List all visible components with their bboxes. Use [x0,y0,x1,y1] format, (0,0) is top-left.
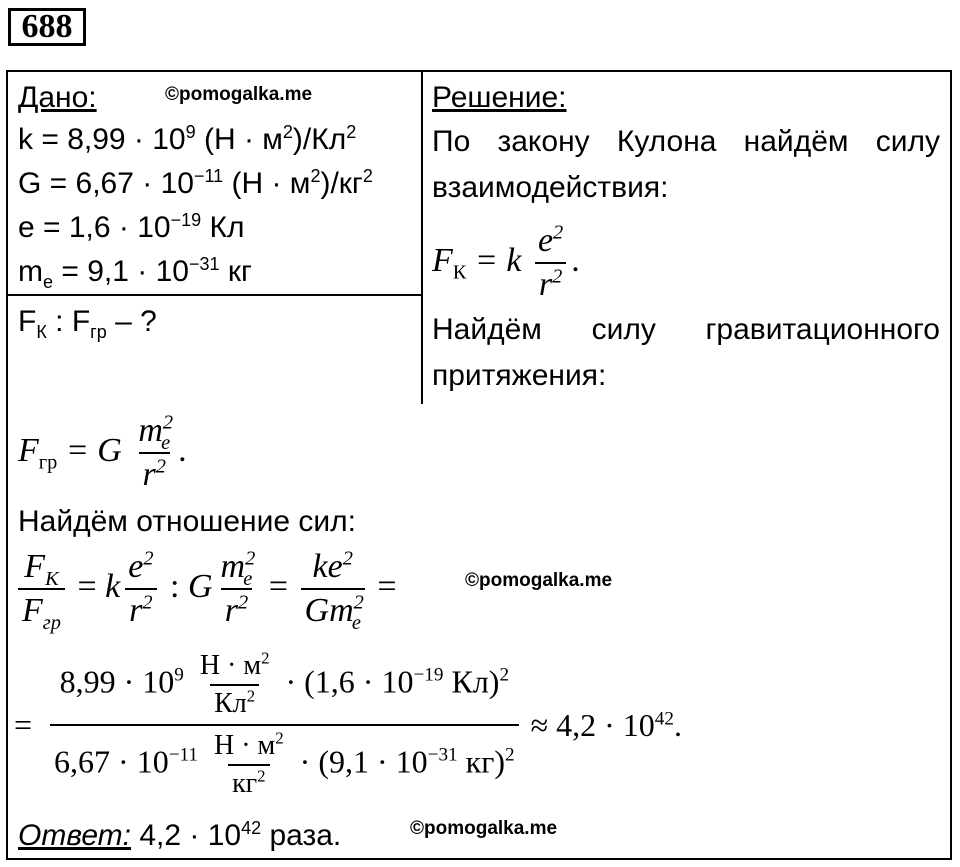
answer: Ответ: $4,2 \cdot 10^{42}$ раза. [18,818,342,852]
coulomb-formula: $F_К = k$ $\frac{e^2}{r^2}$ . [432,221,580,303]
given-G: $G = 6,67 \cdot 10^{-11}$ $(Н \cdot м^2)/кг^2$ [18,166,373,200]
given-e: $e = 1,6 \cdot 10^{-19}$ Кл [18,210,245,244]
solution-line-4: притяжения: [432,359,607,392]
problem-number: 688 [8,8,86,46]
watermark: ©pomogalka.me [410,818,558,839]
given-heading: Дано: [18,81,97,114]
solution-line-5: Найдём отношение сил: [18,505,356,538]
watermark: ©pomogalka.me [165,84,313,105]
given-me: $m_e = 9,1 \cdot 10^{-31}$ кг [18,254,252,292]
gravity-formula: $F_{гр} = G$ $\frac{m^2_e}{r^2}$ . [18,411,187,493]
solution-line-2: взаимодействия: [432,171,669,204]
find-ratio: $F_К$ : $F_{гр}$ – ? [18,305,157,342]
watermark: ©pomogalka.me [465,570,613,591]
ratio-formula: $\frac{F_К}{F_{гр}}$ = k $\frac{e^2}{r^2}$ : G $\frac{m^2_e}{r^2}$ = $\frac{ke^2}{Gm^2_e}$ = [14,548,397,630]
solution-line-1: По закону Кулона найдём силу [432,125,940,158]
solution-heading: Решение: [432,81,567,114]
given-k: $k = 8,99 \cdot 10^9$ $(Н \cdot м^2)/Кл^2$ [18,122,357,156]
given-divider-horizontal [6,294,423,296]
given-divider-vertical [421,70,423,404]
solution-line-3: Найдём силу гравитационного [432,313,940,346]
numeric-formula: = $8,99 \cdot 10^9$ $\frac{Н \cdot м^2}{Кл^2}$ · ($1,6 \cdot 10^{-19}$ Кл)$^2$ $6,67 \cdot 10^{-11}$ $\frac{Н \cdot м^2}{кг^2}$ · ($9,1 \cdot 10^{-31}$ кг)$^2$ ≈ $4,2 \cdot 10^{42}$. [14,648,682,799]
